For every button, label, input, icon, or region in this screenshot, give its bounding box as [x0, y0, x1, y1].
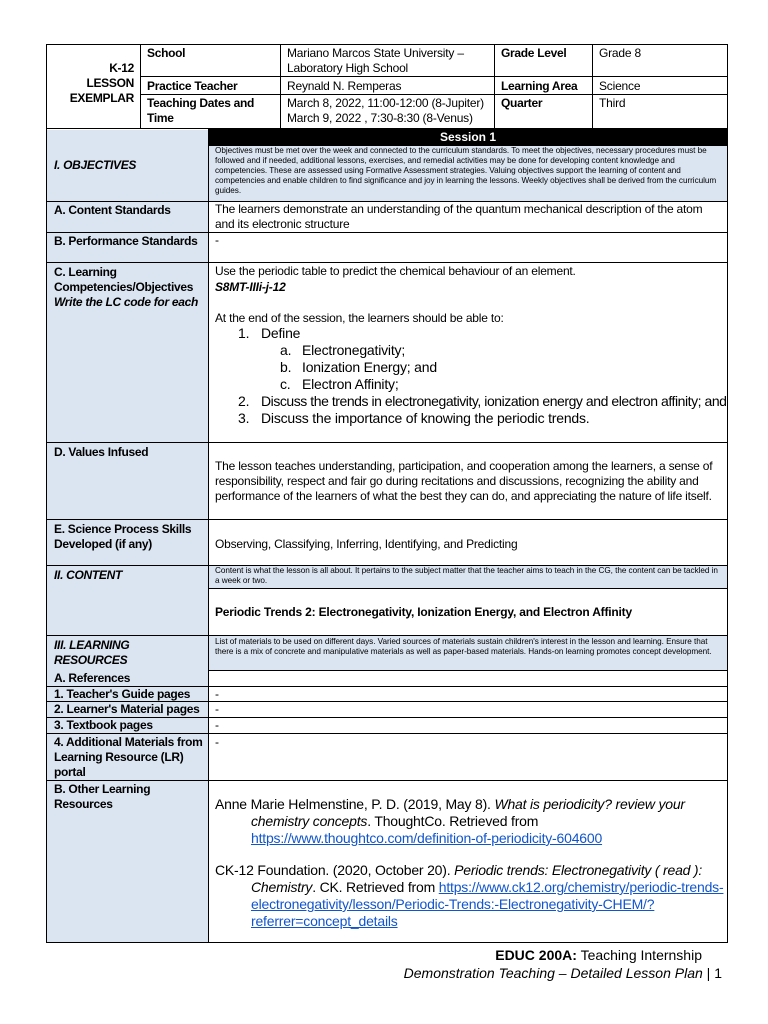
process-skills-label-line1: E. Science Process Skills: [54, 522, 192, 536]
footer-course-name: Teaching Internship: [576, 947, 702, 963]
divider: [208, 129, 209, 943]
reference-2-link-part3[interactable]: referrer=concept_details: [251, 913, 398, 929]
reference-1-title-b: chemistry concepts: [251, 813, 368, 829]
footer-course: [420, 947, 702, 964]
exemplar-line3: EXEMPLAR: [69, 91, 134, 105]
resources-label: [48, 637, 129, 668]
learning-area-value: Science: [599, 79, 641, 93]
reference-2: [215, 862, 723, 930]
reference-2-line3: [215, 896, 723, 913]
page-number: 1: [714, 965, 722, 981]
footer-subtitle: [380, 965, 722, 982]
objectives-label: I. OBJECTIVES: [54, 158, 137, 172]
objectives-note: Objectives must be met over the week and connected to the curriculum standards. To meet the objectives, necessary procedures must be followed and if needed, additional lessons, exercises, and remedial activities may be done for developing content knowledge and competencies. These are assessed using Formative Assessment strategies. Valuing objectives support the learning of content and competencies and enable children to find significance and joy in learning the lessons. Weekly objectives shall be derived from the curriculum guides.: [215, 146, 717, 195]
process-skills-label: [48, 521, 191, 552]
other-label-line1: B. Other Learning: [54, 782, 151, 796]
reference-2-rest: . CK. Retrieved from: [312, 879, 439, 895]
content-standards-label: A. Content Standards: [54, 203, 171, 217]
textbook-label: 3. Textbook pages: [54, 718, 153, 732]
objective-item-text: Discuss the trends in electronegativity, ionization energy and electron affinity; and: [261, 393, 727, 409]
divider: [46, 442, 728, 443]
quarter-label: Quarter: [501, 96, 543, 110]
values-value: The lesson teaches understanding, participation, and cooperation among the learners, a sense of responsibility, respect and fair go during recitations and discussions, recognizing the ability and performance of the learners of what the best they can do, and appreciating the nature of life itself.: [215, 459, 713, 503]
divider: [140, 76, 728, 77]
objective-item-num: 3.: [238, 410, 250, 426]
textbook-value: -: [215, 718, 219, 732]
dates-label-line2: Time: [147, 111, 174, 125]
dates-value: [281, 95, 493, 126]
divider: [46, 262, 728, 263]
teachers-guide-value: -: [215, 687, 219, 701]
resources-label-line1: III. LEARNING: [54, 638, 130, 652]
objective-subitem-num: a.: [280, 342, 292, 358]
school-value-line1: Mariano Marcos State University –: [287, 46, 464, 60]
performance-standards-label: B. Performance Standards: [54, 234, 198, 248]
reference-1-author: Anne Marie Helmenstine, P. D. (2019, May 8).: [215, 796, 495, 812]
learners-material-label: 2. Learner's Material pages: [54, 702, 200, 716]
content-value: Periodic Trends 2: Electronegativity, Ionization Energy, and Electron Affinity: [215, 605, 632, 619]
competencies-label-line1: C. Learning: [54, 265, 117, 279]
objective-item-text: Discuss the importance of knowing the periodic trends.: [261, 410, 590, 426]
dates-value-line2: March 9, 2022 , 7:30-8:30 (8-Venus): [287, 111, 473, 125]
objective-subitem-text: Ionization Energy; and: [302, 359, 437, 375]
content-standards-value: The learners demonstrate an understanding of the quantum mechanical description of the atom and its electronic structure: [215, 202, 703, 231]
objective-subitem-text: Electron Affinity;: [302, 376, 399, 392]
practice-teacher-label: Practice Teacher: [147, 79, 238, 93]
teachers-guide-label: 1. Teacher's Guide pages: [54, 687, 191, 701]
resources-note: List of materials to be used on different days. Varied sources of materials sustain children's interest in the lesson and learning. Ensure that there is a mix of concrete and manipulative materials as well as paper-based materials. Hands-on learning promotes concept development.: [215, 637, 712, 656]
reference-2-link-part1[interactable]: https://www.ck12.org/chemistry/periodic-trends-: [438, 879, 724, 895]
divider: [46, 519, 728, 520]
competencies-code: S8MT-IIIi-j-12: [215, 280, 286, 294]
school-value-line2: Laboratory High School: [287, 61, 409, 75]
learners-material-value: -: [215, 702, 219, 716]
competencies-label: [48, 264, 198, 310]
session-title: Session 1: [209, 129, 727, 145]
dates-value-line1: March 8, 2022, 11:00-12:00 (8-Jupiter): [287, 96, 484, 110]
reference-1-line1: [215, 796, 720, 813]
reference-2-title-a: Periodic trends: Electronegativity ( read ):: [454, 862, 703, 878]
objective-subitem-text: Electronegativity;: [302, 342, 406, 358]
grade-level-label: Grade Level: [501, 46, 567, 60]
exemplar-line1: K-12: [109, 61, 134, 75]
additional-materials-value: -: [215, 735, 219, 749]
reference-2-title-b: Chemistry: [251, 879, 313, 895]
additional-label-line2: Learning Resource (LR): [54, 750, 184, 764]
dates-label-line1: Teaching Dates and: [147, 96, 255, 110]
practice-teacher-value: Reynald N. Remperas: [287, 79, 402, 93]
performance-standards-value: -: [215, 233, 219, 247]
content-note: Content is what the lesson is all about. It pertains to the subject matter that the teacher aims to teach in the CG, the content can be tackled in a week or two.: [215, 566, 718, 585]
footer-course-code: EDUC 200A:: [495, 947, 577, 963]
objective-subitem-num: c.: [280, 376, 291, 392]
exemplar-title: [54, 61, 134, 106]
competencies-intro: Use the periodic table to predict the chemical behaviour of an element.: [215, 264, 576, 278]
objective-subitem-num: b.: [280, 359, 292, 375]
objective-item-text: Define: [261, 325, 301, 341]
reference-1-line2: [215, 813, 720, 830]
competencies-label-line2: Competencies/Objectives: [54, 280, 194, 294]
additional-label-line1: 4. Additional Materials from: [54, 735, 203, 749]
divider: [209, 588, 728, 589]
objective-item-num: 1.: [238, 325, 250, 341]
footer-subtitle-text: Demonstration Teaching – Detailed Lesson Plan: [403, 965, 703, 981]
school-label: School: [147, 46, 186, 60]
footer-separator: |: [702, 965, 715, 981]
other-label-line2: Resources: [54, 797, 113, 811]
quarter-value: Third: [599, 96, 626, 110]
reference-1-title-a: What is periodicity? review your: [494, 796, 685, 812]
other-resources-label: [48, 781, 150, 812]
reference-2-link-part2[interactable]: electronegativity/lesson/Periodic-Trends:-Electronegativity-CHEM/?: [251, 896, 655, 912]
process-skills-label-line2: Developed (if any): [54, 537, 152, 551]
grade-level-value: Grade 8: [599, 46, 641, 60]
divider: [46, 635, 728, 636]
reference-1-rest: . ThoughtCo. Retrieved from: [367, 813, 539, 829]
process-skills-value: Observing, Classifying, Inferring, Identifying, and Predicting: [215, 537, 518, 551]
reference-2-line2: [215, 879, 723, 896]
competencies-lead: At the end of the session, the learners should be able to:: [215, 311, 504, 325]
values-label: D. Values Infused: [54, 445, 149, 459]
additional-materials-label: [48, 734, 203, 780]
reference-2-line1: [215, 862, 723, 879]
references-label: A. References: [54, 671, 131, 685]
additional-label-line3: portal: [54, 765, 86, 779]
dates-label: [141, 95, 254, 126]
school-value: [281, 45, 493, 76]
reference-1-link[interactable]: https://www.thoughtco.com/definition-of-periodicity-604600: [251, 830, 603, 846]
learning-area-label: Learning Area: [501, 79, 578, 93]
reference-1: [215, 796, 720, 847]
divider: [209, 670, 728, 671]
objective-item-num: 2.: [238, 393, 250, 409]
competencies-label-line3: Write the LC code for each: [54, 295, 199, 309]
resources-label-line2: RESOURCES: [54, 653, 128, 667]
reference-2-line4: [215, 913, 723, 930]
reference-1-line3: [215, 830, 720, 847]
reference-2-author: CK-12 Foundation. (2020, October 20).: [215, 862, 455, 878]
content-label: II. CONTENT: [54, 568, 123, 582]
exemplar-line2: LESSON: [86, 76, 134, 90]
